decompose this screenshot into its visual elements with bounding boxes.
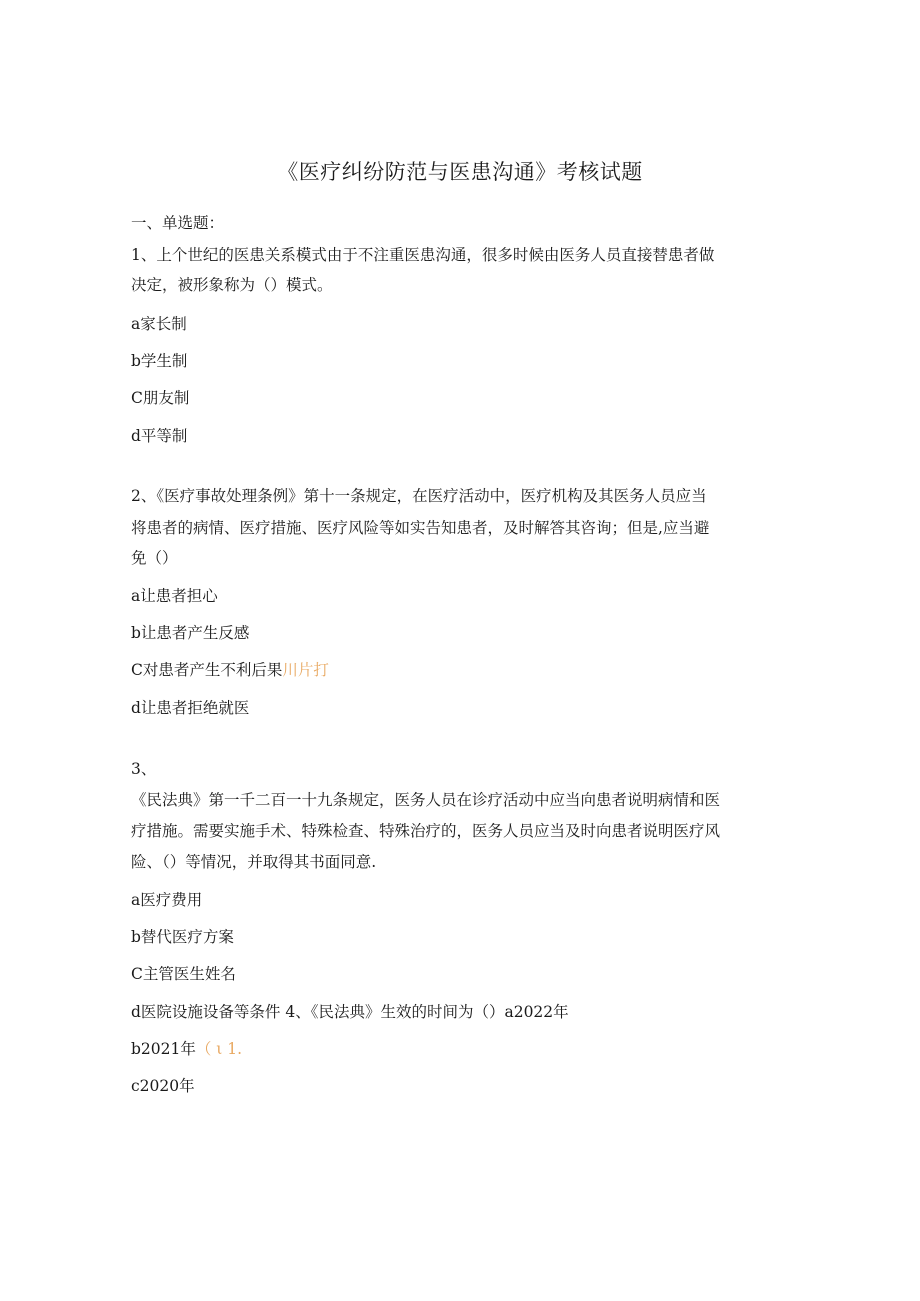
- document-title: 《医疗纠纷防范与医患沟通》考核试题: [277, 160, 643, 184]
- question-3-text-line-2: 疗措施。需要实施手术、特殊检查、特殊治疗的，医务人员应当及时向患者说明医疗风: [131, 822, 721, 840]
- question-4-option-b: [131, 1037, 242, 1059]
- question-4-option-c: c2020年: [131, 1077, 195, 1095]
- question-1-option-b: b学生制: [131, 352, 188, 370]
- question-2-text-line-1: 2、《医疗事故处理条例》第十一条规定，在医疗活动中，医疗机构及其医务人员应当: [131, 487, 707, 505]
- question-3-option-a: a医疗费用: [131, 891, 203, 909]
- question-2-text-line-3: 免（）: [131, 549, 178, 567]
- question-3-number: 3、: [131, 760, 157, 778]
- stamp-mark-text: （ ι 1.: [195, 1040, 243, 1058]
- section-heading: 一、单选题：: [131, 214, 225, 232]
- question-2-text-line-2: 将患者的病情、医疗措施、医疗风险等如实告知患者，及时解答其咨询；但是,应当避: [131, 519, 710, 537]
- question-2-option-a: a让患者担心: [131, 587, 218, 605]
- question-4-option-b-text: b2021年: [131, 1040, 196, 1058]
- question-1-option-c: C朋友制: [131, 389, 190, 407]
- question-2-option-b: b让患者产生反感: [131, 624, 250, 642]
- question-1-option-d: d平等制: [131, 427, 188, 445]
- question-3-option-d-and-question-4: d医院设施设备等条件 4、《民法典》生效的时间为（）a2022年: [131, 1003, 569, 1021]
- question-2-option-d: d让患者拒绝就医: [131, 699, 250, 717]
- question-3-text-line-1: 《民法典》第一千二百一十九条规定，医务人员在诊疗活动中应当向患者说明病情和医: [131, 791, 721, 809]
- stamp-mark-text: 川片打: [282, 661, 329, 679]
- question-2-option-c-text: C对患者产生不利后果: [131, 661, 283, 679]
- question-1-option-a: a家长制: [131, 315, 187, 333]
- question-2-option-c: [131, 658, 329, 680]
- question-3-option-c: C主管医生姓名: [131, 965, 236, 983]
- question-3-text-line-3: 险、（）等情况，并取得其书面同意.: [131, 853, 377, 871]
- question-1-text-line-1: 1、上个世纪的医患关系模式由于不注重医患沟通，很多时候由医务人员直接替患者做: [131, 246, 715, 264]
- question-3-option-b: b替代医疗方案: [131, 928, 234, 946]
- question-1-text-line-2: 决定，被形象称为（）模式。: [131, 276, 333, 294]
